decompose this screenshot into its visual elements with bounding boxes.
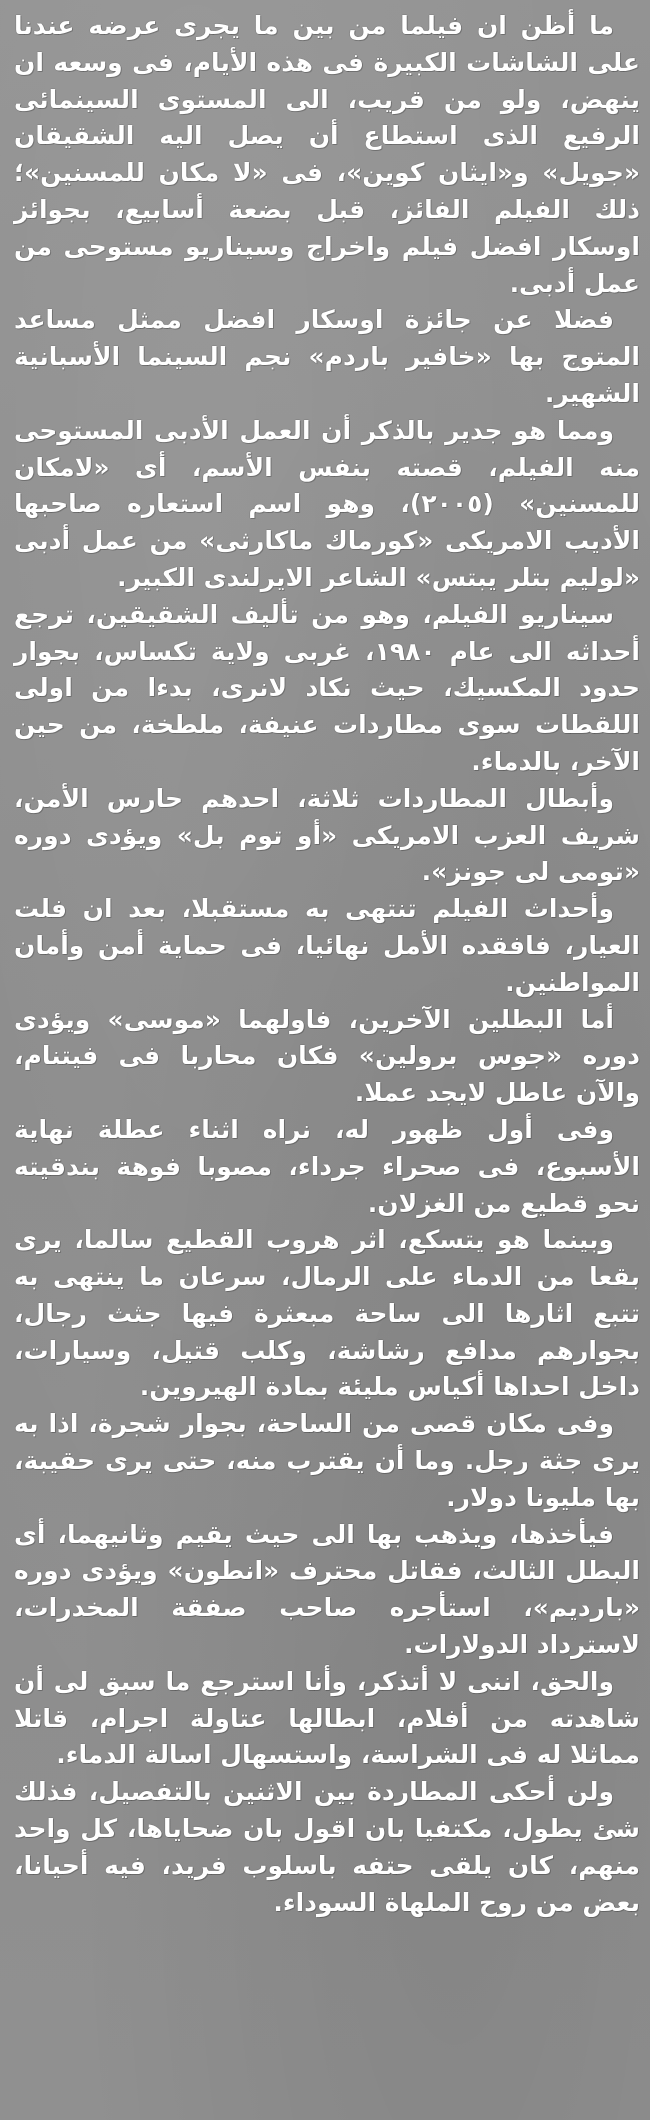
article-paragraph: وبينما هو يتسكع، اثر هروب القطيع سالما، يرى بقعا من الدماء على الرمال، سرعان ما ينتهى به تتبع اثارها الى ساحة مبعثرة فيها جثث رجال، بجوارهم مدافع رشاشة، وكلب قتيل، وسيارات، داخل احداها أكياس مليئة بمادة الهيروين. bbox=[14, 1225, 640, 1402]
article-paragraph: أما البطلين الآخرين، فاولهما «موسى» ويؤدى دوره «جوس برولين» فكان محاربا فى فيتنام، والآن عاطل لايجد عملا. bbox=[14, 1004, 640, 1108]
article-paragraph: وفى أول ظهور له، نراه اثناء عطلة نهاية الأسبوع، فى صحراء جرداء، مصوبا فوهة بندقيته نحو قطيع من الغزلان. bbox=[14, 1114, 640, 1218]
article-paragraph: ما أظن ان فيلما من بين ما يجرى عرضه عندنا على الشاشات الكبيرة فى هذه الأيام، فى وسعه ان ينهض، ولو من قريب، الى المستوى السينمائى الرفيع الذى استطاع أن يصل اليه الشقيقان «جويل» و«ايثان كوين»، فى «لا مكان للمسنين»؛ ذلك الفيلم الفائز، قبل بضعة أسابيع، بجوائز اوسكار افضل فيلم واخراج وسيناريو مستوحى من عمل أدبى. bbox=[14, 11, 640, 298]
article-paragraph: سيناريو الفيلم، وهو من تأليف الشقيقين، ترجع أحداثه الى عام ١٩٨٠، غربى ولاية تكساس، بجوار حدود المكسيك، حيث نكاد لانرى، بدءا من اولى اللقطات سوى مطاردات عنيفة، ملطخة، من حين الآخر، بالدماء. bbox=[14, 599, 640, 776]
article-paragraph: والحق، اننى لا أتذكر، وأنا استرجع ما سبق لى أن شاهدته من أفلام، ابطالها عتاولة اجرام، قاتلا مماثلا له فى الشراسة، واستسهال اسالة الدماء. bbox=[14, 1666, 640, 1770]
article-paragraph: وفى مكان قصى من الساحة، بجوار شجرة، اذا به يرى جثة رجل. وما أن يقترب منه، حتى يرى حقيبة، بها مليونا دولار. bbox=[14, 1409, 640, 1512]
article-paragraph: فيأخذها، ويذهب بها الى حيث يقيم وثانيهما، أى البطل الثالث، فقاتل محترف «انطون» ويؤدى دوره «بارديم»، استأجره صاحب صفقة المخدرات، لاسترداد الدولارات. bbox=[14, 1519, 640, 1660]
article-paragraph: وأحداث الفيلم تنتهى به مستقبلا، بعد ان فلت العيار، فافقده الأمل نهائيا، فى حماية أمن وأمان المواطنين. bbox=[14, 894, 640, 997]
article-column bbox=[14, 8, 640, 1921]
article-paragraph: فضلا عن جائزة اوسكار افضل ممثل مساعد المتوج بها «خافير باردم» نجم السينما الأسبانية الشهير. bbox=[14, 305, 640, 408]
article-paragraph: ومما هو جدير بالذكر أن العمل الأدبى المستوحى منه الفيلم، قصته بنفس الأسم، أى «لامكان للمسنين» (٢٠٠٥)، وهو اسم استعاره صاحبها الأديب الامريكى «كورماك ماكارثى» من عمل أدبى «لوليم بتلر يبتس» الشاعر الايرلندى الكبير. bbox=[14, 415, 640, 592]
article-paragraph: ولن أحكى المطاردة بين الاثنين بالتفصيل، فذلك شئ يطول، مكتفيا بان اقول بان ضحاياها، كل واحد منهم، كان يلقى حتفه باسلوب فريد، فيه أحيانا، بعض من روح الملهاة السوداء. bbox=[14, 1777, 640, 1917]
article-paragraph: وأبطال المطاردات ثلاثة، احدهم حارس الأمن، شريف العزب الامريكى «أو توم بل» ويؤدى دوره «تومى لى جونز». bbox=[14, 783, 640, 887]
